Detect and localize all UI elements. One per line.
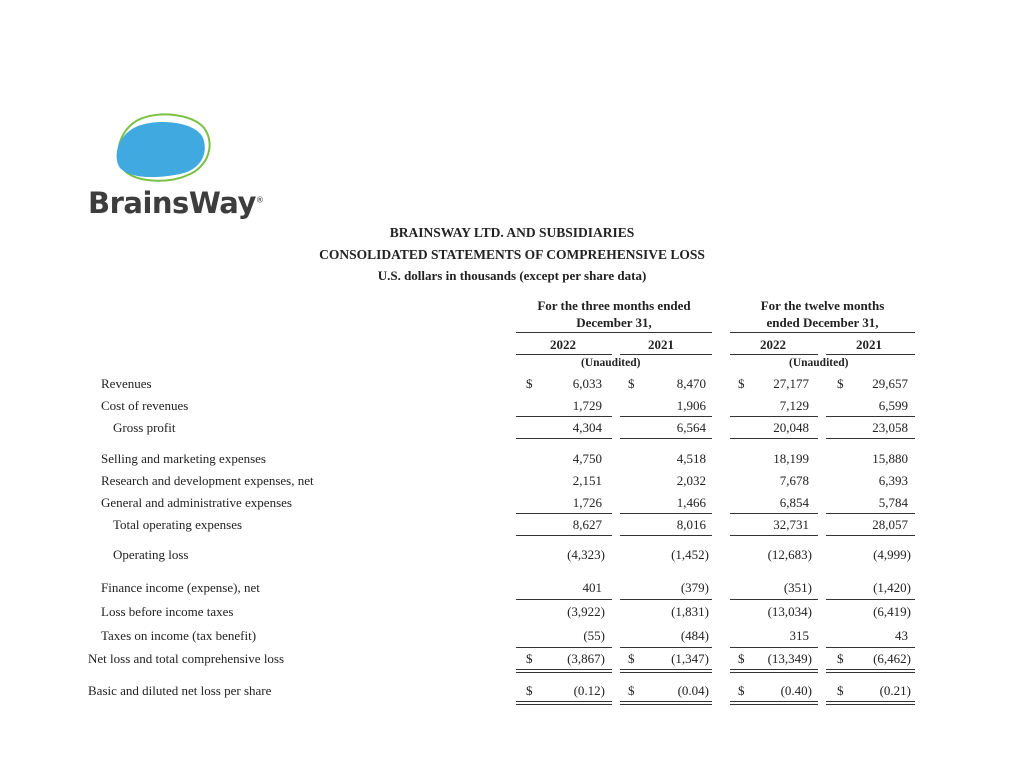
currency-symbol: $ xyxy=(526,376,533,391)
row-label: Loss before income taxes xyxy=(101,604,234,619)
units-subtitle: U.S. dollars in thousands (except per share data) xyxy=(377,268,647,283)
company-title: BRAINSWAY LTD. AND SUBSIDIARIES xyxy=(389,225,635,240)
currency-symbol: $ xyxy=(628,683,635,698)
table-cell: 23,058 xyxy=(872,420,908,435)
table-cell: (379) xyxy=(680,580,709,595)
table-cell: 6,854 xyxy=(779,495,809,510)
row-label: Selling and marketing expenses xyxy=(101,451,266,466)
statement-title: CONSOLIDATED STATEMENTS OF COMPREHENSIVE LOSS xyxy=(319,247,705,262)
table-cell: (12,683) xyxy=(767,547,812,562)
table-cell: (13,349) xyxy=(767,651,812,666)
twelve-months-header: For the twelve months ended December 31, xyxy=(760,298,885,330)
unaudited-label: (Unaudited) xyxy=(581,357,641,369)
table-cell: 8,627 xyxy=(572,517,602,532)
table-cell: 15,880 xyxy=(872,451,908,466)
table-cell: (0.21) xyxy=(879,683,911,698)
row-label: Research and development expenses, net xyxy=(101,473,314,488)
total-double-rule xyxy=(516,669,612,673)
three-months-header: For the three months ended December 31, xyxy=(537,298,691,330)
table-cell: (484) xyxy=(680,628,709,643)
subtotal-rule xyxy=(826,535,915,536)
currency-symbol: $ xyxy=(738,651,745,666)
currency-symbol: $ xyxy=(628,651,635,666)
currency-symbol: $ xyxy=(837,376,844,391)
subtotal-rule xyxy=(516,599,612,600)
subtotal-rule xyxy=(826,599,915,600)
year-rule xyxy=(826,354,915,355)
table-cell: (13,034) xyxy=(767,604,812,619)
table-cell: (6,419) xyxy=(873,604,911,619)
subtotal-rule xyxy=(730,438,818,439)
table-cell: (1,452) xyxy=(671,547,709,562)
table-cell: 1,466 xyxy=(676,495,706,510)
table-cell: 4,750 xyxy=(572,451,602,466)
table-cell: (3,922) xyxy=(567,604,605,619)
row-label: Revenues xyxy=(101,376,152,391)
row-label: General and administrative expenses xyxy=(101,495,292,510)
year-rule xyxy=(620,354,712,355)
table-cell: 6,393 xyxy=(878,473,908,488)
total-double-rule xyxy=(620,669,712,673)
table-cell: 2,151 xyxy=(572,473,602,488)
currency-symbol: $ xyxy=(837,651,844,666)
table-cell: (4,323) xyxy=(567,547,605,562)
table-cell: (0.12) xyxy=(573,683,605,698)
subtotal-rule xyxy=(620,535,712,536)
table-cell: 4,518 xyxy=(676,451,706,466)
table-cell: 29,657 xyxy=(872,376,908,391)
currency-symbol: $ xyxy=(526,651,533,666)
total-double-rule xyxy=(516,701,612,705)
subtotal-rule xyxy=(826,438,915,439)
table-cell: (55) xyxy=(583,628,605,643)
table-cell: 7,678 xyxy=(779,473,809,488)
table-cell: (1,347) xyxy=(671,651,709,666)
table-cell: (4,999) xyxy=(873,547,911,562)
table-cell: (1,831) xyxy=(671,604,709,619)
table-cell: (6,462) xyxy=(873,651,911,666)
table-cell: 1,729 xyxy=(572,398,602,413)
currency-symbol: $ xyxy=(526,683,533,698)
row-label: Basic and diluted net loss per share xyxy=(88,683,272,698)
subtotal-rule xyxy=(620,599,712,600)
table-cell: 4,304 xyxy=(572,420,602,435)
table-cell: 27,177 xyxy=(773,376,809,391)
table-cell: (0.04) xyxy=(677,683,709,698)
table-cell: 28,057 xyxy=(872,517,908,532)
unaudited-label: (Unaudited) xyxy=(789,357,849,369)
year-header: 2021 xyxy=(648,337,674,352)
year-rule xyxy=(516,354,612,355)
table-cell: 6,599 xyxy=(878,398,908,413)
table-cell: (3,867) xyxy=(567,651,605,666)
table-cell: 6,033 xyxy=(572,376,602,391)
table-cell: 18,199 xyxy=(773,451,809,466)
currency-symbol: $ xyxy=(628,376,635,391)
table-cell: 1,726 xyxy=(572,495,602,510)
subtotal-rule xyxy=(516,647,612,648)
total-double-rule xyxy=(730,701,818,705)
subtotal-rule xyxy=(620,416,712,417)
subtotal-rule xyxy=(826,416,915,417)
row-label: Total operating expenses xyxy=(113,517,243,532)
subtotal-rule xyxy=(730,513,818,514)
subtotal-rule xyxy=(516,438,612,439)
currency-symbol: $ xyxy=(837,683,844,698)
subtotal-rule xyxy=(516,416,612,417)
table-cell: 32,731 xyxy=(773,517,809,532)
table-cell: 8,016 xyxy=(676,517,706,532)
currency-symbol: $ xyxy=(738,376,745,391)
table-cell: 20,048 xyxy=(773,420,809,435)
table-cell: 1,906 xyxy=(676,398,706,413)
table-cell: 2,032 xyxy=(676,473,706,488)
subtotal-rule xyxy=(620,647,712,648)
subtotal-rule xyxy=(730,535,818,536)
table-cell: (1,420) xyxy=(873,580,911,595)
total-double-rule xyxy=(620,701,712,705)
table-cell: (0.40) xyxy=(780,683,812,698)
header-rule xyxy=(516,332,712,333)
total-double-rule xyxy=(826,669,915,673)
header-rule xyxy=(730,332,915,333)
subtotal-rule xyxy=(730,599,818,600)
row-label: Operating loss xyxy=(113,547,189,562)
subtotal-rule xyxy=(826,513,915,514)
table-cell: 401 xyxy=(582,580,602,595)
table-cell: 6,564 xyxy=(676,420,706,435)
brainsway-logo xyxy=(88,112,264,222)
subtotal-rule xyxy=(620,438,712,439)
row-label: Gross profit xyxy=(113,420,176,435)
year-header: 2022 xyxy=(550,337,576,352)
subtotal-rule xyxy=(516,513,612,514)
year-header: 2021 xyxy=(856,337,882,352)
logo-mark-icon xyxy=(108,112,218,190)
table-cell: 8,470 xyxy=(676,376,706,391)
total-double-rule xyxy=(826,701,915,705)
subtotal-rule xyxy=(826,647,915,648)
subtotal-rule xyxy=(730,647,818,648)
subtotal-rule xyxy=(516,535,612,536)
row-label: Net loss and total comprehensive loss xyxy=(88,651,285,666)
subtotal-rule xyxy=(620,513,712,514)
table-cell: 5,784 xyxy=(878,495,908,510)
year-rule xyxy=(730,354,818,355)
table-cell: 7,129 xyxy=(779,398,809,413)
row-label: Taxes on income (tax benefit) xyxy=(101,628,257,643)
logo-wordmark: BrainsWay® xyxy=(88,186,264,220)
currency-symbol: $ xyxy=(738,683,745,698)
year-header: 2022 xyxy=(760,337,786,352)
table-cell: (351) xyxy=(783,580,812,595)
total-double-rule xyxy=(730,669,818,673)
subtotal-rule xyxy=(730,416,818,417)
row-label: Cost of revenues xyxy=(101,398,189,413)
row-label: Finance income (expense), net xyxy=(101,580,260,595)
table-cell: 315 xyxy=(789,628,809,643)
table-cell: 43 xyxy=(895,628,908,643)
